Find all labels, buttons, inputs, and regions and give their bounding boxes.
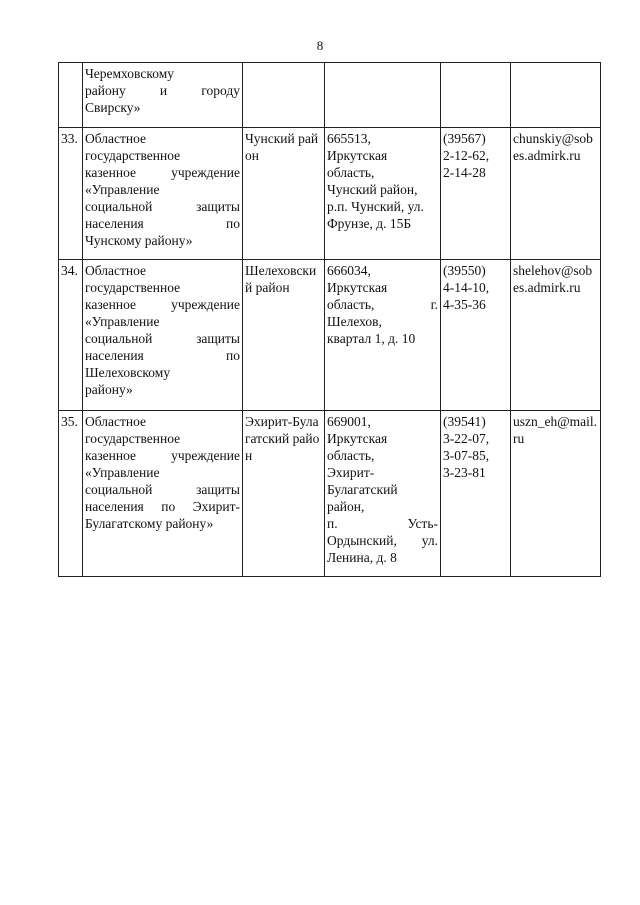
text-line: государственное: [85, 431, 181, 446]
text-line: «Управление: [85, 314, 160, 329]
district-cell: Шелеховский район: [243, 260, 325, 411]
address-cell: [325, 128, 441, 260]
institution-name-cell: [83, 411, 243, 577]
text-line: государственное: [85, 280, 181, 295]
phone-cell: [441, 260, 511, 411]
text-line: 3-22-07,: [443, 431, 490, 446]
text-line: 4-14-10,: [443, 280, 490, 295]
email-cell: [511, 63, 601, 128]
institution-name-cell: [83, 260, 243, 411]
email-cell: shelehov@sobes.admirk.ru: [511, 260, 601, 411]
institution-name-cell: [83, 128, 243, 260]
text-line: населения по: [85, 216, 240, 231]
text-line: району»: [85, 382, 133, 397]
text-line: 669001,: [327, 414, 371, 429]
text-line: государственное: [85, 148, 181, 163]
row-number-cell: 34.: [59, 260, 83, 411]
text-line: Булагатский: [327, 482, 398, 497]
row-number-cell: [59, 63, 83, 128]
text-line: 4-35-36: [443, 297, 486, 312]
text-line: Черемховскому: [85, 66, 174, 81]
text-line: квартал 1, д. 10: [327, 331, 416, 346]
district-cell: Чунский район: [243, 128, 325, 260]
phone-cell: [441, 411, 511, 577]
text-line: (39567): [443, 131, 486, 146]
text-line: Чунский район,: [327, 182, 418, 197]
table-row: [59, 128, 601, 260]
text-line: Фрунзе, д. 15Б: [327, 216, 412, 231]
page-number: 8: [316, 38, 324, 53]
table-row: [59, 63, 601, 128]
row-number-cell: 35.: [59, 411, 83, 577]
email-cell: chunskiy@sobes.admirk.ru: [511, 128, 601, 260]
text-line: Иркутская: [327, 280, 388, 295]
address-cell: [325, 411, 441, 577]
text-line: Ленина, д. 8: [327, 550, 397, 565]
text-line: «Управление: [85, 465, 160, 480]
text-line: Областное: [85, 414, 147, 429]
text-line: 2-12-62,: [443, 148, 490, 163]
text-line: область,: [327, 165, 375, 180]
district-cell: Эхирит-Булагатский район: [243, 411, 325, 577]
text-line: Областное: [85, 131, 147, 146]
table-row: [59, 260, 601, 411]
text-line: Чунскому району»: [85, 233, 193, 248]
text-line: казенное учреждение: [85, 165, 240, 180]
text-line: казенное учреждение: [85, 297, 240, 312]
text-line: Свирску»: [85, 100, 141, 115]
text-line: Шелеховскому: [85, 365, 171, 380]
text-line: Ордынский, ул.: [327, 533, 438, 548]
institution-name-cell: [83, 63, 243, 128]
text-line: Эхирит-: [327, 465, 375, 480]
address-cell: [325, 260, 441, 411]
phone-cell: [441, 128, 511, 260]
text-line: (39541): [443, 414, 486, 429]
text-line: (39550): [443, 263, 486, 278]
text-line: Булагатскому району»: [85, 516, 214, 531]
text-line: казенное учреждение: [85, 448, 240, 463]
text-line: 3-07-85,: [443, 448, 490, 463]
row-number-cell: 33.: [59, 128, 83, 260]
text-line: району и городу: [85, 83, 240, 98]
text-line: п. Усть-: [327, 516, 438, 531]
text-line: населения по: [85, 348, 240, 363]
text-line: область, г.: [327, 297, 438, 312]
text-line: социальной защиты: [85, 199, 240, 214]
text-line: 2-14-28: [443, 165, 486, 180]
text-line: 665513,: [327, 131, 371, 146]
text-line: социальной защиты: [85, 331, 240, 346]
address-cell: [325, 63, 441, 128]
text-line: социальной защиты: [85, 482, 240, 497]
text-line: населения по Эхирит-: [85, 499, 240, 514]
district-cell: [243, 63, 325, 128]
text-line: р.п. Чунский, ул.: [327, 199, 424, 214]
text-line: 3-23-81: [443, 465, 486, 480]
text-line: район,: [327, 499, 365, 514]
text-line: 666034,: [327, 263, 371, 278]
institutions-table: [58, 62, 601, 577]
text-line: Иркутская: [327, 431, 388, 446]
text-line: Иркутская: [327, 148, 388, 163]
text-line: область,: [327, 448, 375, 463]
email-cell: uszn_eh@mail.ru: [511, 411, 601, 577]
phone-cell: [441, 63, 511, 128]
text-line: Областное: [85, 263, 147, 278]
text-line: Шелехов,: [327, 314, 382, 329]
text-line: «Управление: [85, 182, 160, 197]
table-row: [59, 411, 601, 577]
